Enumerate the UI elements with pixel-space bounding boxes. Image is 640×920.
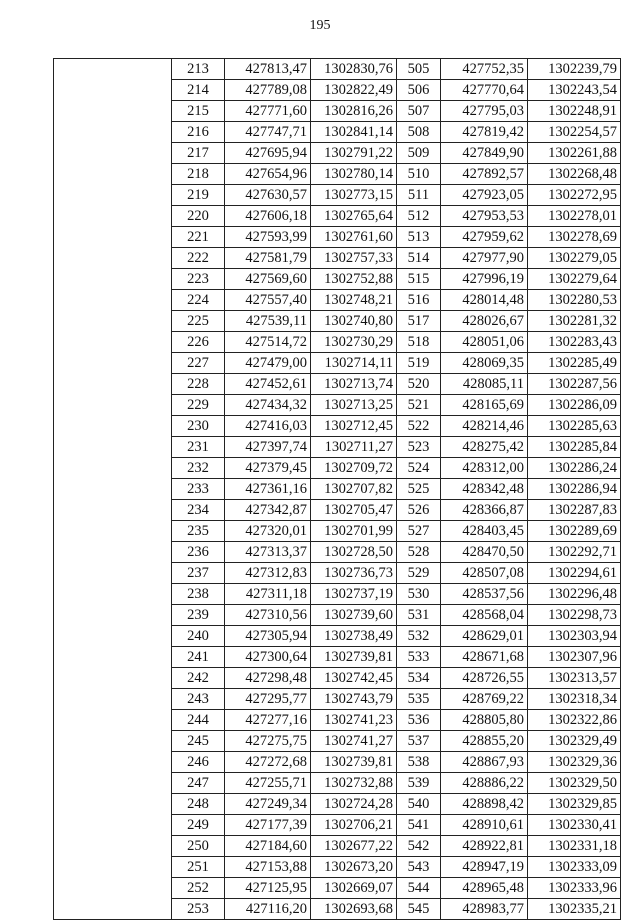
point-number-b: 526: [397, 500, 441, 521]
point-number-a: 239: [172, 605, 225, 626]
x-coordinate-a: 427312,83: [225, 563, 311, 584]
y-coordinate-b: 1302268,48: [528, 164, 621, 185]
point-number-a: 217: [172, 143, 225, 164]
point-number-a: 250: [172, 836, 225, 857]
x-coordinate-a: 427569,60: [225, 269, 311, 290]
y-coordinate-b: 1302331,18: [528, 836, 621, 857]
y-coordinate-a: 1302739,81: [311, 752, 397, 773]
point-number-b: 523: [397, 437, 441, 458]
x-coordinate-b: 427752,35: [441, 59, 528, 80]
x-coordinate-a: 427539,11: [225, 311, 311, 332]
x-coordinate-b: 428014,48: [441, 290, 528, 311]
y-coordinate-a: 1302841,14: [311, 122, 397, 143]
x-coordinate-a: 427557,40: [225, 290, 311, 311]
x-coordinate-b: 428342,48: [441, 479, 528, 500]
point-number-b: 521: [397, 395, 441, 416]
point-number-a: 215: [172, 101, 225, 122]
x-coordinate-a: 427654,96: [225, 164, 311, 185]
y-coordinate-a: 1302736,73: [311, 563, 397, 584]
point-number-b: 530: [397, 584, 441, 605]
point-number-b: 534: [397, 668, 441, 689]
y-coordinate-a: 1302773,15: [311, 185, 397, 206]
point-number-b: 538: [397, 752, 441, 773]
x-coordinate-b: 428965,48: [441, 878, 528, 899]
x-coordinate-a: 427184,60: [225, 836, 311, 857]
y-coordinate-a: 1302740,80: [311, 311, 397, 332]
y-coordinate-a: 1302714,11: [311, 353, 397, 374]
x-coordinate-b: 428069,35: [441, 353, 528, 374]
y-coordinate-a: 1302791,22: [311, 143, 397, 164]
point-number-a: 218: [172, 164, 225, 185]
point-number-b: 545: [397, 899, 441, 920]
x-coordinate-b: 427996,19: [441, 269, 528, 290]
empty-label-column: [54, 59, 172, 920]
y-coordinate-a: 1302816,26: [311, 101, 397, 122]
y-coordinate-a: 1302743,79: [311, 689, 397, 710]
point-number-a: 220: [172, 206, 225, 227]
point-number-b: 518: [397, 332, 441, 353]
point-number-a: 243: [172, 689, 225, 710]
x-coordinate-a: 427298,48: [225, 668, 311, 689]
y-coordinate-a: 1302741,27: [311, 731, 397, 752]
x-coordinate-a: 427416,03: [225, 416, 311, 437]
x-coordinate-a: 427581,79: [225, 248, 311, 269]
point-number-b: 513: [397, 227, 441, 248]
y-coordinate-b: 1302292,71: [528, 542, 621, 563]
y-coordinate-a: 1302732,88: [311, 773, 397, 794]
point-number-b: 516: [397, 290, 441, 311]
point-number-b: 517: [397, 311, 441, 332]
y-coordinate-b: 1302283,43: [528, 332, 621, 353]
point-number-a: 252: [172, 878, 225, 899]
y-coordinate-b: 1302330,41: [528, 815, 621, 836]
x-coordinate-b: 428165,69: [441, 395, 528, 416]
x-coordinate-a: 427295,77: [225, 689, 311, 710]
point-number-a: 222: [172, 248, 225, 269]
point-number-a: 235: [172, 521, 225, 542]
point-number-a: 224: [172, 290, 225, 311]
y-coordinate-b: 1302286,09: [528, 395, 621, 416]
x-coordinate-b: 428898,42: [441, 794, 528, 815]
point-number-b: 544: [397, 878, 441, 899]
x-coordinate-b: 428910,61: [441, 815, 528, 836]
x-coordinate-a: 427606,18: [225, 206, 311, 227]
x-coordinate-a: 427255,71: [225, 773, 311, 794]
point-number-b: 533: [397, 647, 441, 668]
point-number-b: 506: [397, 80, 441, 101]
y-coordinate-b: 1302329,49: [528, 731, 621, 752]
x-coordinate-a: 427305,94: [225, 626, 311, 647]
y-coordinate-b: 1302286,94: [528, 479, 621, 500]
x-coordinate-b: 427953,53: [441, 206, 528, 227]
y-coordinate-b: 1302298,73: [528, 605, 621, 626]
point-number-a: 230: [172, 416, 225, 437]
point-number-a: 241: [172, 647, 225, 668]
x-coordinate-b: 428366,87: [441, 500, 528, 521]
point-number-a: 227: [172, 353, 225, 374]
point-number-b: 514: [397, 248, 441, 269]
x-coordinate-a: 427249,34: [225, 794, 311, 815]
y-coordinate-b: 1302333,96: [528, 878, 621, 899]
y-coordinate-b: 1302272,95: [528, 185, 621, 206]
x-coordinate-a: 427342,87: [225, 500, 311, 521]
y-coordinate-a: 1302752,88: [311, 269, 397, 290]
x-coordinate-b: 428026,67: [441, 311, 528, 332]
point-number-a: 231: [172, 437, 225, 458]
y-coordinate-a: 1302730,29: [311, 332, 397, 353]
point-number-a: 221: [172, 227, 225, 248]
x-coordinate-b: 427892,57: [441, 164, 528, 185]
point-number-b: 536: [397, 710, 441, 731]
point-number-a: 247: [172, 773, 225, 794]
point-number-a: 219: [172, 185, 225, 206]
x-coordinate-b: 428922,81: [441, 836, 528, 857]
point-number-a: 223: [172, 269, 225, 290]
y-coordinate-b: 1302307,96: [528, 647, 621, 668]
x-coordinate-a: 427320,01: [225, 521, 311, 542]
point-number-a: 226: [172, 332, 225, 353]
y-coordinate-b: 1302329,36: [528, 752, 621, 773]
x-coordinate-b: 427959,62: [441, 227, 528, 248]
x-coordinate-a: 427397,74: [225, 437, 311, 458]
x-coordinate-a: 427313,37: [225, 542, 311, 563]
point-number-a: 236: [172, 542, 225, 563]
point-number-b: 542: [397, 836, 441, 857]
x-coordinate-b: 427849,90: [441, 143, 528, 164]
x-coordinate-a: 427695,94: [225, 143, 311, 164]
point-number-a: 228: [172, 374, 225, 395]
y-coordinate-b: 1302322,86: [528, 710, 621, 731]
y-coordinate-a: 1302780,14: [311, 164, 397, 185]
point-number-b: 507: [397, 101, 441, 122]
point-number-b: 520: [397, 374, 441, 395]
page-number: 195: [309, 18, 331, 33]
point-number-b: 537: [397, 731, 441, 752]
point-number-b: 527: [397, 521, 441, 542]
y-coordinate-b: 1302335,21: [528, 899, 621, 920]
y-coordinate-b: 1302285,49: [528, 353, 621, 374]
point-number-a: 237: [172, 563, 225, 584]
point-number-b: 515: [397, 269, 441, 290]
point-number-a: 245: [172, 731, 225, 752]
y-coordinate-b: 1302313,57: [528, 668, 621, 689]
y-coordinate-a: 1302761,60: [311, 227, 397, 248]
y-coordinate-a: 1302724,28: [311, 794, 397, 815]
y-coordinate-b: 1302279,64: [528, 269, 621, 290]
y-coordinate-b: 1302285,84: [528, 437, 621, 458]
y-coordinate-b: 1302303,94: [528, 626, 621, 647]
point-number-b: 535: [397, 689, 441, 710]
point-number-b: 522: [397, 416, 441, 437]
x-coordinate-a: 427514,72: [225, 332, 311, 353]
point-number-b: 543: [397, 857, 441, 878]
y-coordinate-a: 1302693,68: [311, 899, 397, 920]
y-coordinate-b: 1302281,32: [528, 311, 621, 332]
y-coordinate-a: 1302712,45: [311, 416, 397, 437]
x-coordinate-a: 427813,47: [225, 59, 311, 80]
x-coordinate-b: 427795,03: [441, 101, 528, 122]
x-coordinate-b: 428805,80: [441, 710, 528, 731]
point-number-b: 541: [397, 815, 441, 836]
x-coordinate-b: 428214,46: [441, 416, 528, 437]
x-coordinate-a: 427479,00: [225, 353, 311, 374]
point-number-b: 508: [397, 122, 441, 143]
point-number-a: 214: [172, 80, 225, 101]
x-coordinate-b: 428568,04: [441, 605, 528, 626]
y-coordinate-b: 1302296,48: [528, 584, 621, 605]
point-number-b: 511: [397, 185, 441, 206]
y-coordinate-a: 1302739,81: [311, 647, 397, 668]
y-coordinate-b: 1302280,53: [528, 290, 621, 311]
y-coordinate-a: 1302742,45: [311, 668, 397, 689]
point-number-a: 240: [172, 626, 225, 647]
y-coordinate-a: 1302713,25: [311, 395, 397, 416]
x-coordinate-b: 427977,90: [441, 248, 528, 269]
y-coordinate-b: 1302248,91: [528, 101, 621, 122]
y-coordinate-a: 1302706,21: [311, 815, 397, 836]
point-number-b: 532: [397, 626, 441, 647]
point-number-a: 242: [172, 668, 225, 689]
x-coordinate-a: 427789,08: [225, 80, 311, 101]
point-number-a: 233: [172, 479, 225, 500]
x-coordinate-a: 427300,64: [225, 647, 311, 668]
point-number-a: 249: [172, 815, 225, 836]
y-coordinate-b: 1302243,54: [528, 80, 621, 101]
x-coordinate-b: 428629,01: [441, 626, 528, 647]
x-coordinate-b: 428275,42: [441, 437, 528, 458]
point-number-b: 524: [397, 458, 441, 479]
y-coordinate-b: 1302289,69: [528, 521, 621, 542]
point-number-a: 234: [172, 500, 225, 521]
point-number-b: 510: [397, 164, 441, 185]
x-coordinate-a: 427452,61: [225, 374, 311, 395]
x-coordinate-a: 427310,56: [225, 605, 311, 626]
x-coordinate-b: 428726,55: [441, 668, 528, 689]
point-number-a: 246: [172, 752, 225, 773]
y-coordinate-a: 1302705,47: [311, 500, 397, 521]
y-coordinate-a: 1302738,49: [311, 626, 397, 647]
point-number-a: 238: [172, 584, 225, 605]
y-coordinate-b: 1302285,63: [528, 416, 621, 437]
x-coordinate-b: 427819,42: [441, 122, 528, 143]
y-coordinate-b: 1302279,05: [528, 248, 621, 269]
x-coordinate-a: 427153,88: [225, 857, 311, 878]
y-coordinate-b: 1302329,85: [528, 794, 621, 815]
y-coordinate-a: 1302677,22: [311, 836, 397, 857]
y-coordinate-b: 1302286,24: [528, 458, 621, 479]
point-number-a: 248: [172, 794, 225, 815]
y-coordinate-a: 1302757,33: [311, 248, 397, 269]
y-coordinate-a: 1302713,74: [311, 374, 397, 395]
point-number-b: 519: [397, 353, 441, 374]
x-coordinate-b: 428470,50: [441, 542, 528, 563]
point-number-a: 232: [172, 458, 225, 479]
point-number-a: 216: [172, 122, 225, 143]
x-coordinate-b: 428867,93: [441, 752, 528, 773]
x-coordinate-b: 428671,68: [441, 647, 528, 668]
y-coordinate-b: 1302318,34: [528, 689, 621, 710]
x-coordinate-b: 428537,56: [441, 584, 528, 605]
x-coordinate-b: 428769,22: [441, 689, 528, 710]
table-row: [54, 59, 621, 80]
x-coordinate-b: 428051,06: [441, 332, 528, 353]
y-coordinate-a: 1302748,21: [311, 290, 397, 311]
y-coordinate-a: 1302739,60: [311, 605, 397, 626]
point-number-b: 529: [397, 563, 441, 584]
x-coordinate-a: 427630,57: [225, 185, 311, 206]
point-number-a: 213: [172, 59, 225, 80]
x-coordinate-b: 428855,20: [441, 731, 528, 752]
x-coordinate-a: 427361,16: [225, 479, 311, 500]
y-coordinate-a: 1302728,50: [311, 542, 397, 563]
y-coordinate-a: 1302669,07: [311, 878, 397, 899]
point-number-b: 540: [397, 794, 441, 815]
point-number-b: 539: [397, 773, 441, 794]
point-number-a: 229: [172, 395, 225, 416]
x-coordinate-b: 428886,22: [441, 773, 528, 794]
y-coordinate-a: 1302701,99: [311, 521, 397, 542]
point-number-b: 525: [397, 479, 441, 500]
x-coordinate-a: 427277,16: [225, 710, 311, 731]
y-coordinate-a: 1302765,64: [311, 206, 397, 227]
y-coordinate-a: 1302707,82: [311, 479, 397, 500]
x-coordinate-a: 427311,18: [225, 584, 311, 605]
x-coordinate-b: 428947,19: [441, 857, 528, 878]
point-number-a: 244: [172, 710, 225, 731]
y-coordinate-a: 1302822,49: [311, 80, 397, 101]
point-number-a: 251: [172, 857, 225, 878]
x-coordinate-a: 427272,68: [225, 752, 311, 773]
x-coordinate-a: 427434,32: [225, 395, 311, 416]
point-number-a: 225: [172, 311, 225, 332]
y-coordinate-b: 1302329,50: [528, 773, 621, 794]
y-coordinate-a: 1302711,27: [311, 437, 397, 458]
x-coordinate-a: 427771,60: [225, 101, 311, 122]
x-coordinate-a: 427747,71: [225, 122, 311, 143]
x-coordinate-a: 427177,39: [225, 815, 311, 836]
x-coordinate-b: 428403,45: [441, 521, 528, 542]
x-coordinate-a: 427125,95: [225, 878, 311, 899]
y-coordinate-a: 1302673,20: [311, 857, 397, 878]
y-coordinate-b: 1302278,69: [528, 227, 621, 248]
x-coordinate-a: 427593,99: [225, 227, 311, 248]
point-number-b: 531: [397, 605, 441, 626]
y-coordinate-b: 1302261,88: [528, 143, 621, 164]
y-coordinate-a: 1302709,72: [311, 458, 397, 479]
y-coordinate-b: 1302333,09: [528, 857, 621, 878]
y-coordinate-b: 1302287,83: [528, 500, 621, 521]
x-coordinate-a: 427379,45: [225, 458, 311, 479]
x-coordinate-a: 427275,75: [225, 731, 311, 752]
x-coordinate-a: 427116,20: [225, 899, 311, 920]
point-number-b: 505: [397, 59, 441, 80]
y-coordinate-b: 1302294,61: [528, 563, 621, 584]
x-coordinate-b: 428983,77: [441, 899, 528, 920]
y-coordinate-b: 1302254,57: [528, 122, 621, 143]
x-coordinate-b: 428312,00: [441, 458, 528, 479]
x-coordinate-b: 428085,11: [441, 374, 528, 395]
y-coordinate-b: 1302278,01: [528, 206, 621, 227]
coordinates-table: [53, 58, 621, 920]
y-coordinate-a: 1302830,76: [311, 59, 397, 80]
y-coordinate-a: 1302737,19: [311, 584, 397, 605]
point-number-b: 528: [397, 542, 441, 563]
x-coordinate-b: 427770,64: [441, 80, 528, 101]
y-coordinate-b: 1302239,79: [528, 59, 621, 80]
point-number-b: 509: [397, 143, 441, 164]
x-coordinate-b: 427923,05: [441, 185, 528, 206]
y-coordinate-b: 1302287,56: [528, 374, 621, 395]
point-number-b: 512: [397, 206, 441, 227]
x-coordinate-b: 428507,08: [441, 563, 528, 584]
y-coordinate-a: 1302741,23: [311, 710, 397, 731]
point-number-a: 253: [172, 899, 225, 920]
